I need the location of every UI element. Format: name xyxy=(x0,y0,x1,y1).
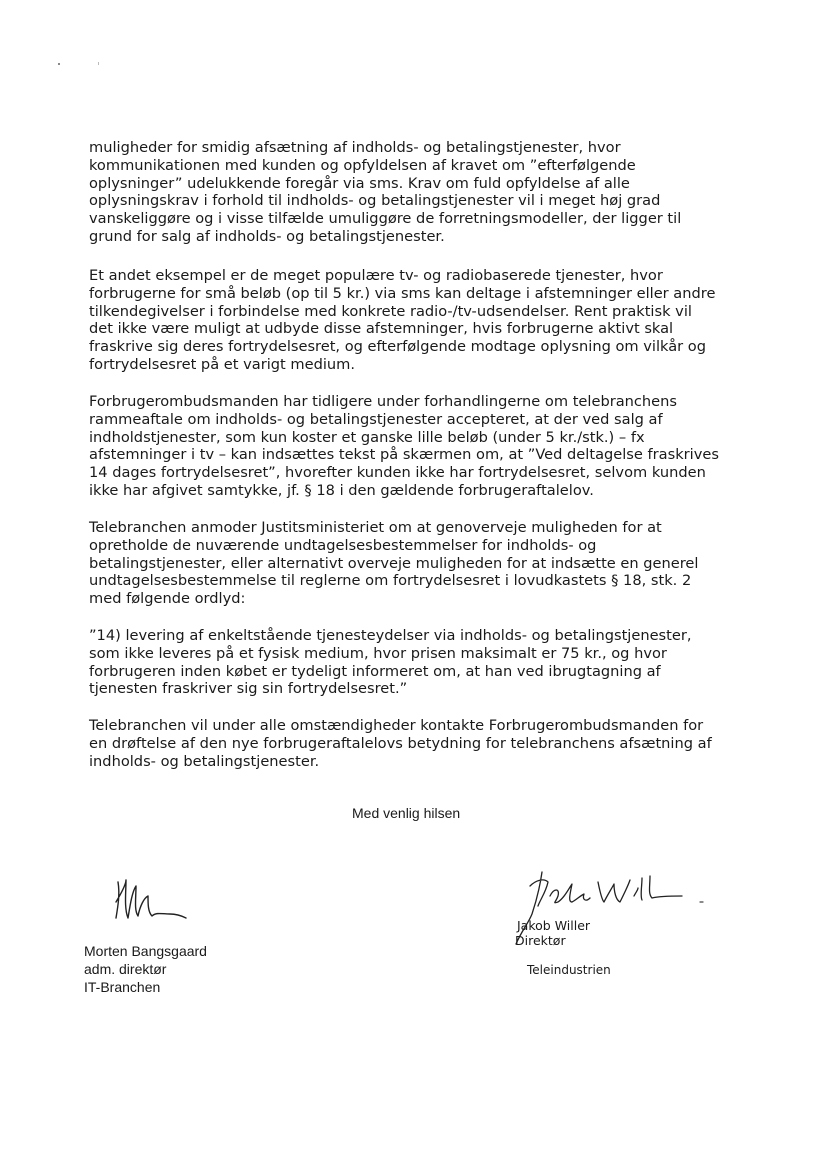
text-line: Et andet eksempel er de meget populære tv- og radiobaserede tjenester, hvor xyxy=(89,267,663,284)
signatory-organization: Teleindustrien xyxy=(527,963,611,977)
text-line: indholdstjenester, som kun koster et ganske lille beløb (under 5 kr./stk.) – fx xyxy=(89,428,645,446)
signatory-name: Morten Bangsgaard xyxy=(84,943,207,959)
text-line: ”14) levering af enkeltstående tjenesteydelser via indholds- og betalingstjenester, xyxy=(89,627,692,644)
paragraph-contact xyxy=(89,717,729,770)
text-line: indholds- og betalingstjenester. xyxy=(89,752,320,770)
text-line: afstemninger i tv – kan indsættes tekst på skærmen om, at ”Ved deltagelse fraskrives xyxy=(89,446,719,464)
text-line: som ikke leveres på et fysisk medium, hvor prisen maksimalt er 75 kr., og hvor xyxy=(89,644,667,662)
paragraph-tv-radio-example xyxy=(89,267,729,374)
text-line: en drøftelse af den nye forbrugeraftalelovs betydning for telebranchens afsætning af xyxy=(89,734,712,752)
text-line: vanskeliggøre og i visse tilfælde umuliggøre de forretningsmodeller, der ligger til xyxy=(89,210,682,228)
text-line: rammeaftale om indholds- og betalingstjenester accepteret, at der ved salg af xyxy=(89,410,663,428)
text-line: betalingstjenester, eller alternativt overveje muligheden for at indsætte en generel xyxy=(89,554,699,572)
text-line: Forbrugerombudsmanden har tidligere under forhandlingerne om telebranchens xyxy=(89,393,678,410)
text-line: 14 dages fortrydelsesret”, hvorefter kunden ikke har fortrydelsesret, selvom kunden xyxy=(89,464,706,482)
text-line: opretholde de nuværende undtagelsesbestemmelser for indholds- og xyxy=(89,536,597,554)
text-line: oplysninger” udelukkende foregår via sms. Krav om fuld opfyldelse af alle xyxy=(89,174,630,192)
closing-greeting: Med venlig hilsen xyxy=(352,805,461,821)
text-line: forbrugeren inden købet er tydeligt informeret om, at han ved ibrugtagning af xyxy=(89,662,661,680)
scan-speck xyxy=(58,63,60,65)
paragraph-request xyxy=(89,519,729,608)
text-line: Telebranchen anmoder Justitsministeriet om at genoverveje muligheden for at xyxy=(89,519,662,536)
scan-speck xyxy=(98,62,99,65)
signatory-right xyxy=(515,918,590,948)
text-line: fraskrive sig deres fortrydelsesret, og efterfølgende modtage oplysning om vilkår og xyxy=(89,338,706,356)
text-line: fortrydelsesret på et varigt medium. xyxy=(89,355,355,373)
text-line: det ikke være muligt at udbyde disse afstemninger, hvis forbrugerne aktivt skal xyxy=(89,320,674,338)
signatory-title: Direktør xyxy=(515,933,566,948)
signatory-name: Jakob Willer xyxy=(517,918,591,933)
text-line: grund for salg af indholds- og betalingstjenester. xyxy=(89,227,445,245)
text-line: Telebranchen vil under alle omstændigheder kontakte Forbrugerombudsmanden for xyxy=(89,717,704,734)
paragraph-proposed-wording xyxy=(89,627,729,698)
handwritten-signature-left xyxy=(112,872,192,924)
text-line: kommunikationen med kunden og opfyldelsen af kravet om ”efterfølgende xyxy=(89,156,636,174)
signatory-organization: IT-Branchen xyxy=(84,979,161,995)
paragraph-sms-services xyxy=(89,139,729,246)
signatory-title: adm. direktør xyxy=(84,961,167,977)
text-line: undtagelsesbestemmelse til reglerne om fortrydelsesret i lovudkastets § 18, stk. 2 xyxy=(89,572,692,590)
text-line: muligheder for smidig afsætning af indholds- og betalingstjenester, hvor xyxy=(89,139,621,156)
text-line: tilkendegivelser i forbindelse med konkrete radio-/tv-udsendelser. Rent praktisk vil xyxy=(89,302,692,320)
text-line: oplysningskrav i forhold til indholds- og betalingstjenester vil i meget høj grad xyxy=(89,192,661,210)
text-line: forbrugerne for små beløb (op til 5 kr.) via sms kan deltage i afstemninger eller andre xyxy=(89,284,716,302)
signatory-left xyxy=(84,942,207,996)
text-line: ikke har afgivet samtykke, jf. § 18 i den gældende forbrugeraftalelov. xyxy=(89,481,594,499)
text-line: med følgende ordlyd: xyxy=(89,590,246,608)
text-line: tjenesten fraskriver sig sin fortrydelsesret.” xyxy=(89,680,408,698)
paragraph-ombudsman xyxy=(89,393,729,500)
